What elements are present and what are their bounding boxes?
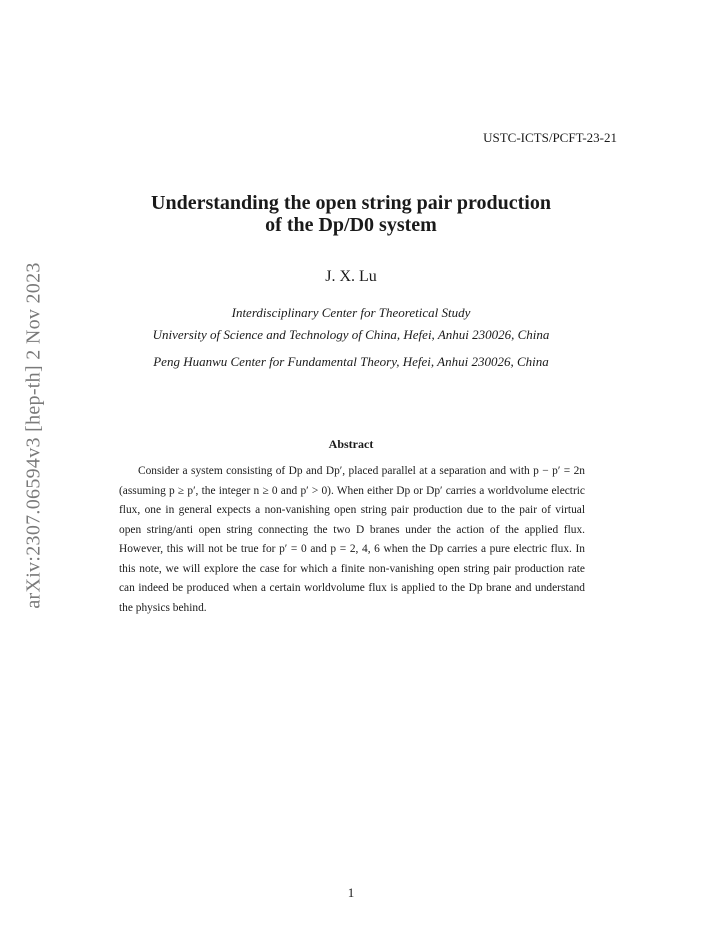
author-name: J. X. Lu xyxy=(325,268,377,285)
page-number: 1 xyxy=(347,885,355,900)
affiliation-3: Peng Huanwu Center for Fundamental Theory, Hefei, Anhui 230026, China xyxy=(153,354,549,369)
arxiv-identifier-text: arXiv:2307.06594v3 [hep-th] 2 Nov 2023 xyxy=(22,261,45,609)
affiliation-1: Interdisciplinary Center for Theoretical Study xyxy=(231,305,471,320)
arxiv-identifier-stamp xyxy=(14,230,54,640)
report-number: USTC-ICTS/PCFT-23-21 xyxy=(483,130,617,145)
abstract-heading: Abstract xyxy=(328,437,374,451)
title-line-1: Understanding the open string pair production xyxy=(151,192,551,214)
affiliation-2: University of Science and Technology of China, Hefei, Anhui 230026, China xyxy=(152,327,550,342)
abstract-body: Consider a system consisting of Dp and Dp′, placed parallel at a separation and with p − p′ = 2n (assuming p ≥ p′, the integer n ≥ 0 and p′ > 0). When either Dp or Dp′ carries a worldvolume electric flux, one in general expects a non-vanishing open string pair production due to the pair of virtual open string/anti open string connecting the two D branes under the action of the applied flux. However, this will not be true for p′ = 0 and p = 2, 4, 6 when the Dp carries a pure electric flux. In this note, we will explore the case for which a finite non-vanishing open string pair production rate can indeed be produced when a certain worldvolume flux is applied to the Dp brane and understand the physics behind. xyxy=(119,465,585,614)
paper-title xyxy=(0,192,702,236)
title-line-2: of the Dp/D0 system xyxy=(265,214,437,236)
